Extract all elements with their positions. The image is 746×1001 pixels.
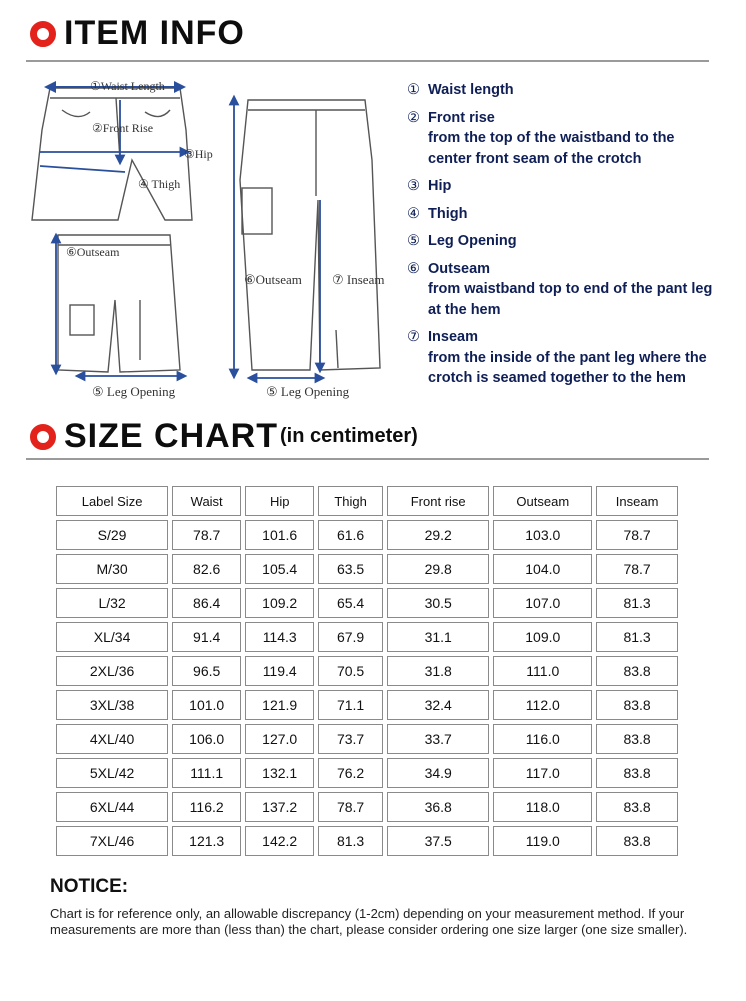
measurement-cell: 101.6 xyxy=(245,520,314,550)
measurement-cell: 83.8 xyxy=(596,656,678,686)
item-info-title: ITEM INFO xyxy=(64,14,245,52)
legend-item xyxy=(407,231,717,252)
red-ring-icon xyxy=(30,424,56,450)
measurement-cell: 71.1 xyxy=(318,690,383,720)
measurement-cell: 118.0 xyxy=(493,792,592,822)
legend-number: ② xyxy=(407,109,420,126)
size-label-cell: 5XL/42 xyxy=(56,758,168,788)
legend-title: Inseam xyxy=(428,329,478,345)
measurement-cell: 36.8 xyxy=(387,792,489,822)
measurement-cell: 61.6 xyxy=(318,520,383,550)
column-header: Front rise xyxy=(387,486,489,516)
measurement-cell: 73.7 xyxy=(318,724,383,754)
table-row xyxy=(56,690,678,720)
measurement-cell: 81.3 xyxy=(318,826,383,856)
measurement-cell: 137.2 xyxy=(245,792,314,822)
size-label-cell: XL/34 xyxy=(56,622,168,652)
measurement-cell: 78.7 xyxy=(596,554,678,584)
size-chart-table xyxy=(52,482,682,860)
size-label-cell: S/29 xyxy=(56,520,168,550)
measurement-cell: 111.0 xyxy=(493,656,592,686)
table-row xyxy=(56,588,678,618)
waist-length-label: ①Waist Length xyxy=(90,79,165,93)
table-row xyxy=(56,724,678,754)
measurement-cell: 76.2 xyxy=(318,758,383,788)
legend-item xyxy=(407,108,717,170)
measurement-cell: 37.5 xyxy=(387,826,489,856)
size-label-cell: 6XL/44 xyxy=(56,792,168,822)
legend-description: from the top of the waistband to the center front seam of the crotch xyxy=(428,130,675,167)
measurement-cell: 91.4 xyxy=(172,622,241,652)
measurement-cell: 81.3 xyxy=(596,588,678,618)
table-row xyxy=(56,554,678,584)
hip-label: ③Hip xyxy=(184,147,213,161)
front-pants-illustration xyxy=(32,88,192,220)
measurement-cell: 107.0 xyxy=(493,588,592,618)
divider xyxy=(26,60,709,62)
measurement-cell: 78.7 xyxy=(172,520,241,550)
size-label-cell: L/32 xyxy=(56,588,168,618)
measurement-cell: 29.2 xyxy=(387,520,489,550)
measurement-cell: 121.3 xyxy=(172,826,241,856)
measurement-cell: 29.8 xyxy=(387,554,489,584)
inseam-long-label: ⑦ Inseam xyxy=(332,272,385,287)
measurement-cell: 109.2 xyxy=(245,588,314,618)
legend-number: ① xyxy=(407,82,420,98)
legend-title: Leg Opening xyxy=(428,233,517,249)
legend-number: ⑥ xyxy=(407,260,420,277)
legend-number: ⑦ xyxy=(407,329,420,345)
legend-title: Hip xyxy=(428,178,452,194)
measurement-cell: 34.9 xyxy=(387,758,489,788)
notice-body: Chart is for reference only, an allowable discrepancy (1-2cm) depending on your measurement method. If your measurements are more than (less than) the chart, please consider ordering one size larger (one size smaller). xyxy=(50,906,688,937)
column-header: Waist xyxy=(172,486,241,516)
size-label-cell: 4XL/40 xyxy=(56,724,168,754)
column-header: Label Size xyxy=(56,486,168,516)
column-header: Thigh xyxy=(318,486,383,516)
measurement-cell: 106.0 xyxy=(172,724,241,754)
measurement-cell: 65.4 xyxy=(318,588,383,618)
table-row xyxy=(56,758,678,788)
legend-description: from the inside of the pant leg where the crotch is seamed together to the hem xyxy=(428,349,707,386)
column-header: Hip xyxy=(245,486,314,516)
measurement-cell: 78.7 xyxy=(318,792,383,822)
measurement-cell: 104.0 xyxy=(493,554,592,584)
size-label-cell: M/30 xyxy=(56,554,168,584)
measurement-cell: 31.1 xyxy=(387,622,489,652)
measurement-cell: 111.1 xyxy=(172,758,241,788)
measurement-cell: 127.0 xyxy=(245,724,314,754)
size-label-cell: 7XL/46 xyxy=(56,826,168,856)
legend-title: Outseam xyxy=(428,260,491,277)
measurement-cell: 96.5 xyxy=(172,656,241,686)
measurement-cell: 67.9 xyxy=(318,622,383,652)
measurement-cell: 121.9 xyxy=(245,690,314,720)
measurement-cell: 83.8 xyxy=(596,690,678,720)
measurement-cell: 132.1 xyxy=(245,758,314,788)
measurement-cell: 33.7 xyxy=(387,724,489,754)
legend-item xyxy=(407,259,717,321)
thigh-label: ④ Thigh xyxy=(138,177,181,191)
measurement-cell: 116.2 xyxy=(172,792,241,822)
legend-number: ④ xyxy=(407,205,420,222)
measurement-cell: 83.8 xyxy=(596,724,678,754)
measurement-cell: 105.4 xyxy=(245,554,314,584)
legend-title: Thigh xyxy=(428,205,468,222)
item-info-header xyxy=(30,14,245,53)
red-ring-icon xyxy=(30,21,56,47)
outseam-short-label: ⑥Outseam xyxy=(66,245,120,259)
measurement-cell: 112.0 xyxy=(493,690,592,720)
divider xyxy=(26,458,709,460)
measurement-cell: 63.5 xyxy=(318,554,383,584)
measurement-legend xyxy=(407,80,717,396)
front-rise-label: ②Front Rise xyxy=(92,121,154,135)
measurement-cell: 117.0 xyxy=(493,758,592,788)
table-row xyxy=(56,520,678,550)
legend-description: from waistband top to end of the pant leg at the hem xyxy=(428,281,713,318)
column-header: Inseam xyxy=(596,486,678,516)
legend-item xyxy=(407,80,717,101)
measurement-cell: 86.4 xyxy=(172,588,241,618)
table-row xyxy=(56,792,678,822)
column-header: Outseam xyxy=(493,486,592,516)
measurement-cell: 32.4 xyxy=(387,690,489,720)
size-chart-subtitle: (in centimeter) xyxy=(280,425,418,447)
size-label-cell: 3XL/38 xyxy=(56,690,168,720)
legend-title: Front rise xyxy=(428,109,495,126)
table-row xyxy=(56,622,678,652)
legend-item xyxy=(407,327,717,389)
measurement-cell: 109.0 xyxy=(493,622,592,652)
cargo-pants-illustration xyxy=(240,100,380,370)
measurement-cell: 116.0 xyxy=(493,724,592,754)
size-chart-title: SIZE CHART xyxy=(64,417,278,455)
leg-opening-long-label: ⑤ Leg Opening xyxy=(266,384,350,399)
measurement-cell: 103.0 xyxy=(493,520,592,550)
measurement-cell: 142.2 xyxy=(245,826,314,856)
measurement-cell: 30.5 xyxy=(387,588,489,618)
measurement-cell: 31.8 xyxy=(387,656,489,686)
measurement-cell: 83.8 xyxy=(596,758,678,788)
size-label-cell: 2XL/36 xyxy=(56,656,168,686)
measurement-cell: 83.8 xyxy=(596,826,678,856)
measurement-cell: 78.7 xyxy=(596,520,678,550)
outseam-long-label: ⑥Outseam xyxy=(244,272,302,287)
measurement-cell: 119.4 xyxy=(245,656,314,686)
legend-number: ③ xyxy=(407,178,420,194)
measurement-cell: 101.0 xyxy=(172,690,241,720)
legend-title: Waist length xyxy=(428,82,514,98)
measurement-cell: 83.8 xyxy=(596,792,678,822)
table-header-row xyxy=(56,486,678,516)
measurement-cell: 70.5 xyxy=(318,656,383,686)
legend-item xyxy=(407,176,717,197)
leg-opening-short-label: ⑤ Leg Opening xyxy=(92,384,176,399)
legend-number: ⑤ xyxy=(407,233,420,249)
measurement-cell: 81.3 xyxy=(596,622,678,652)
notice-title: NOTICE: xyxy=(50,876,129,897)
legend-item xyxy=(407,204,717,225)
pants-measurement-diagram xyxy=(20,70,400,410)
measurement-cell: 114.3 xyxy=(245,622,314,652)
measurement-cell: 82.6 xyxy=(172,554,241,584)
table-row xyxy=(56,656,678,686)
measurement-cell: 119.0 xyxy=(493,826,592,856)
table-row xyxy=(56,826,678,856)
size-chart-header xyxy=(30,417,418,456)
